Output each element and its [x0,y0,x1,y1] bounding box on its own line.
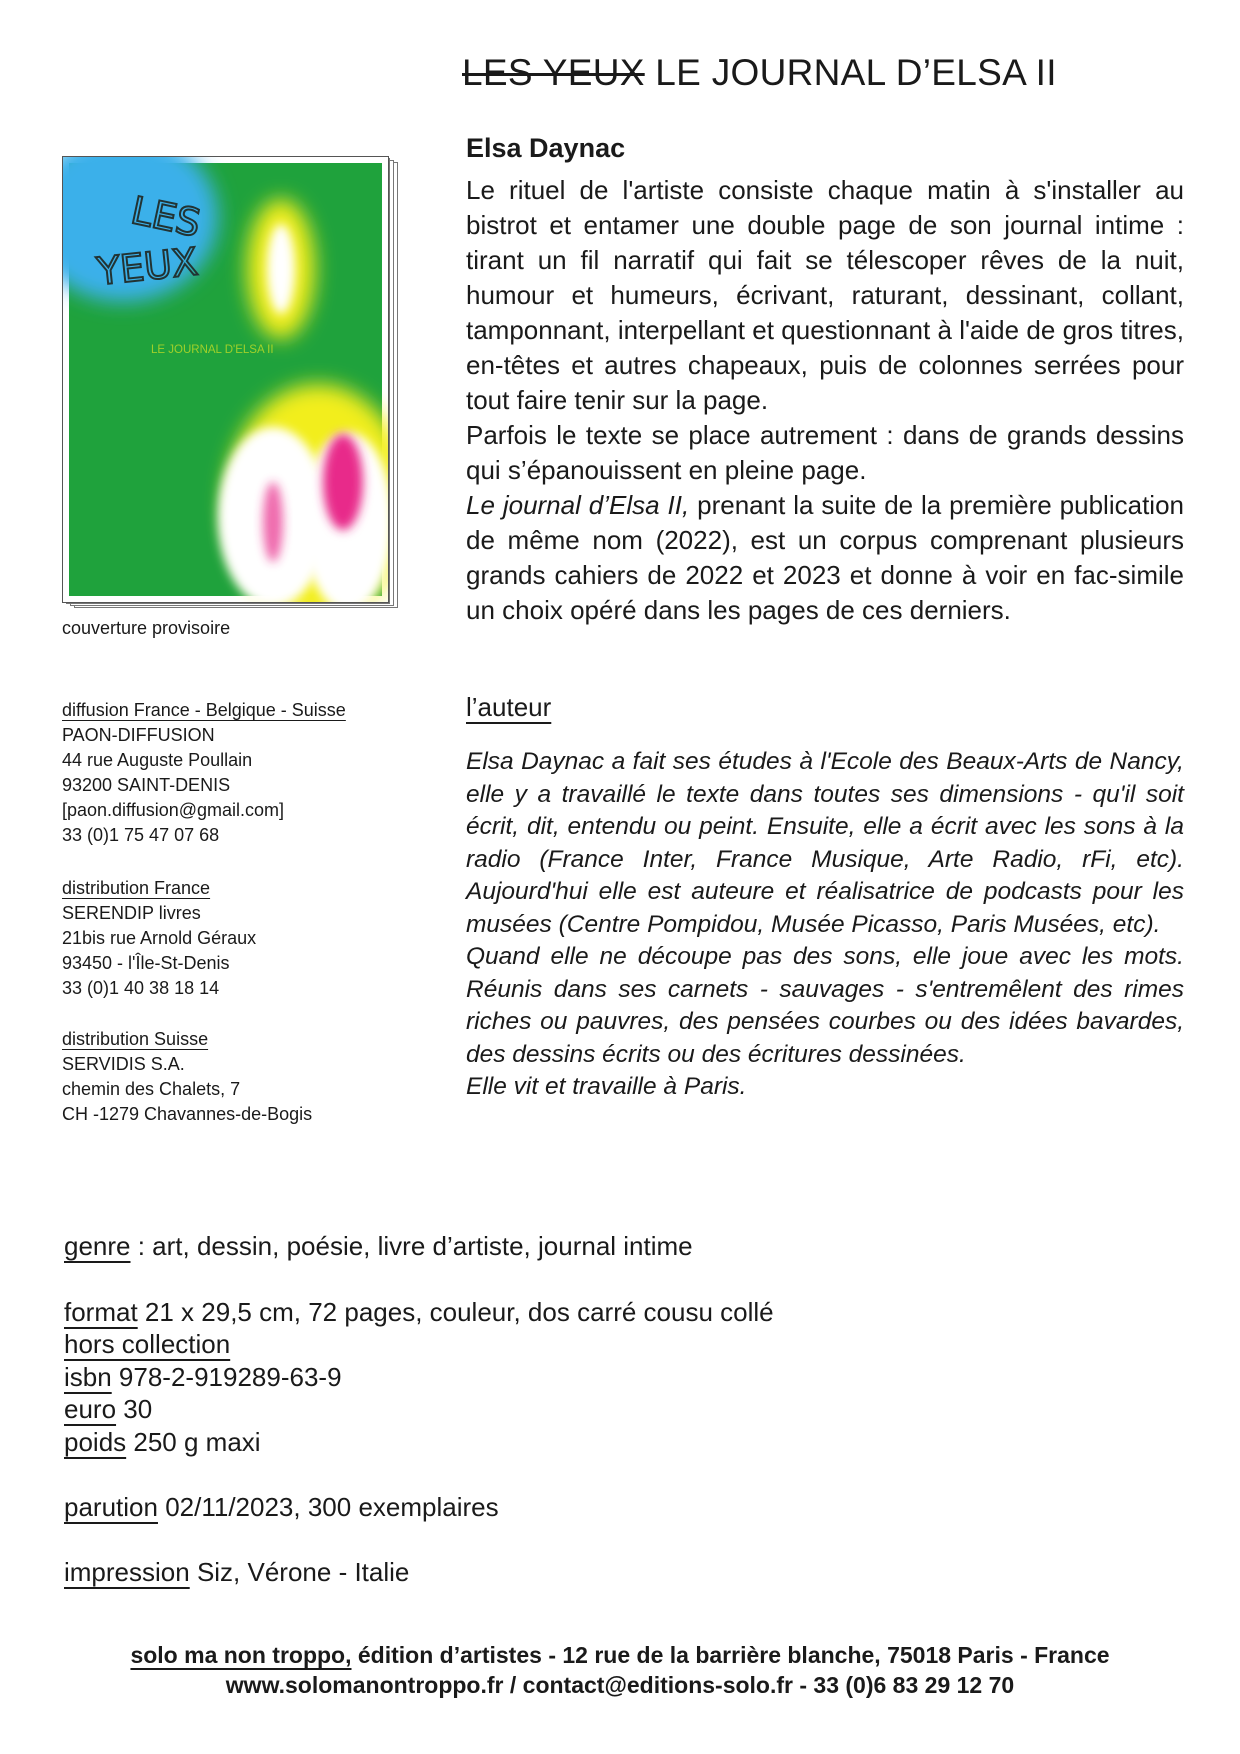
spec-value: 250 g maxi [126,1427,261,1457]
spec-value: 21 x 29,5 cm, 72 pages, couleur, dos carré cousu collé [137,1297,774,1327]
distribution-email: [paon.diffusion@gmail.com] [62,800,285,820]
description-book-title: Le journal d’Elsa II, [466,490,690,520]
cover-pink-blob [323,434,363,530]
spec-value: 978-2-919289-63-9 [111,1362,342,1392]
book-description [466,173,1184,628]
bio-paragraph: Elsa Daynac a fait ses études à l'Ecole des Beaux-Arts de Nancy, elle y a travaillé le texte dans toutes ses dimensions - qu'il soit écrit, dit, entendu ou peint. Ensuite, elle a écrit avec les sons à la radio (France Inter, France Musique, Arte Radio, rFi, etc). Aujourd'hui elle est auteure et réalisatrice de podcasts pour les musées (Centre Pompidou, Musée Picasso, Paris Musées, etc). [466,748,1184,938]
footer-line-address [0,1640,1240,1670]
distribution-line: PAON-DIFFUSION [62,725,215,745]
distribution-line: SERVIDIS S.A. [62,1054,185,1074]
distribution-phone: 33 (0)1 75 47 07 68 [62,825,220,845]
distribution-line: 93450 - l'Île-St-Denis [62,953,230,973]
distribution-heading: diffusion France - Belgique - Suisse [62,700,346,720]
cover-text-les: LES [127,188,205,246]
bio-paragraph: Quand elle ne découpe pas des sons, elle joue avec les mots. Réunis dans ses carnets - sauvages - s'entremêlent des rimes riches ou pauvres, des pensées courbes ou des idées bavardes, des dessins écrits ou des écritures dessinées. [466,943,1184,1068]
distribution-block-suisse [62,1027,312,1127]
spec-collection [64,1329,230,1360]
spec-parution [64,1492,499,1523]
spec-genre [64,1231,693,1262]
spec-key: euro [64,1394,117,1424]
spec-value: 30 [116,1394,153,1424]
distribution-line: SERENDIP livres [62,903,201,923]
publisher-footer [0,1640,1240,1700]
description-paragraph: Le rituel de l'artiste consiste chaque matin à s'installer au bistrot et entamer une double page de son journal intime : tirant un fil narratif qui fait se télescoper rêves de la nuit, humour et humeurs, écrivant, raturant, dessinant, collant, tamponnant, interpellant et questionnant à l'aide de gros titres, en-têtes et autres chapeaux, puis de colonnes serrées pour tout faire tenir sur la page. [466,175,1184,415]
spec-key: genre [64,1231,131,1261]
spec-format [64,1297,774,1328]
spec-key: impression [64,1557,190,1587]
distribution-line: 44 rue Auguste Poullain [62,750,253,770]
spec-key: poids [64,1427,127,1457]
cover-text-yeux: YEUX [94,239,201,294]
spec-poids [64,1427,261,1458]
publisher-address: édition d’artistes - 12 rue de la barrière blanche, 75018 Paris - France [351,1642,1110,1668]
spec-impression [64,1557,409,1588]
publisher-name: solo ma non troppo, [130,1642,352,1668]
description-text: prenant la suite de la première publication de même nom (2022), est un corpus comprenant plusieurs grands cahiers de 2022 et 2023 et donne à voir en fac-simile un choix opéré dans les pages de ces derniers. [466,490,1184,625]
cover-artwork-svg [63,157,388,602]
spec-value: 02/11/2023, 300 exemplaires [157,1492,499,1522]
distribution-line: 93200 SAINT-DENIS [62,775,231,795]
cover-pink-blob-small [263,482,283,562]
cover-white-blob-top [267,224,295,314]
spec-value: Siz, Vérone - Italie [189,1557,410,1587]
page-title [462,52,1057,94]
distribution-phone: 33 (0)1 40 38 18 14 [62,978,220,998]
distribution-line: 21bis rue Arnold Géraux [62,928,257,948]
title-struck-text: LES YEUX [462,52,645,93]
spec-value: : art, dessin, poésie, livre d’artiste, journal intime [130,1231,693,1261]
book-cover [62,156,398,608]
distribution-block-diffusion [62,698,346,848]
spec-key: isbn [64,1362,112,1392]
author-section-heading: l’auteur [466,692,552,722]
spec-euro [64,1394,152,1425]
description-paragraph [466,488,1184,628]
footer-line-contact: www.solomanontroppo.fr / contact@editions-solo.fr - 33 (0)6 83 29 12 70 [225,1672,1015,1698]
bio-paragraph: Elle vit et travaille à Paris. [466,1073,747,1100]
title-main-text: LE JOURNAL D’ELSA II [655,52,1057,93]
spec-isbn [64,1362,342,1393]
spec-key: parution [64,1492,158,1522]
spec-key: format [64,1297,138,1327]
cover-caption: couverture provisoire [62,618,231,638]
author-bio [466,746,1184,1104]
author-name: Elsa Daynac [466,133,626,163]
distribution-block-france [62,876,256,1001]
distribution-heading: distribution France [62,878,211,898]
spec-key: hors collection [64,1329,231,1359]
description-paragraph: Parfois le texte se place autrement : dans de grands dessins qui s’épanouissent en pleine page. [466,420,1184,485]
distribution-heading: distribution Suisse [62,1029,209,1049]
cover-subtitle-text: LE JOURNAL D'ELSA II [151,344,274,356]
distribution-line: chemin des Chalets, 7 [62,1079,241,1099]
distribution-line: CH -1279 Chavannes-de-Bogis [62,1104,313,1124]
cover-artwork [62,156,389,603]
